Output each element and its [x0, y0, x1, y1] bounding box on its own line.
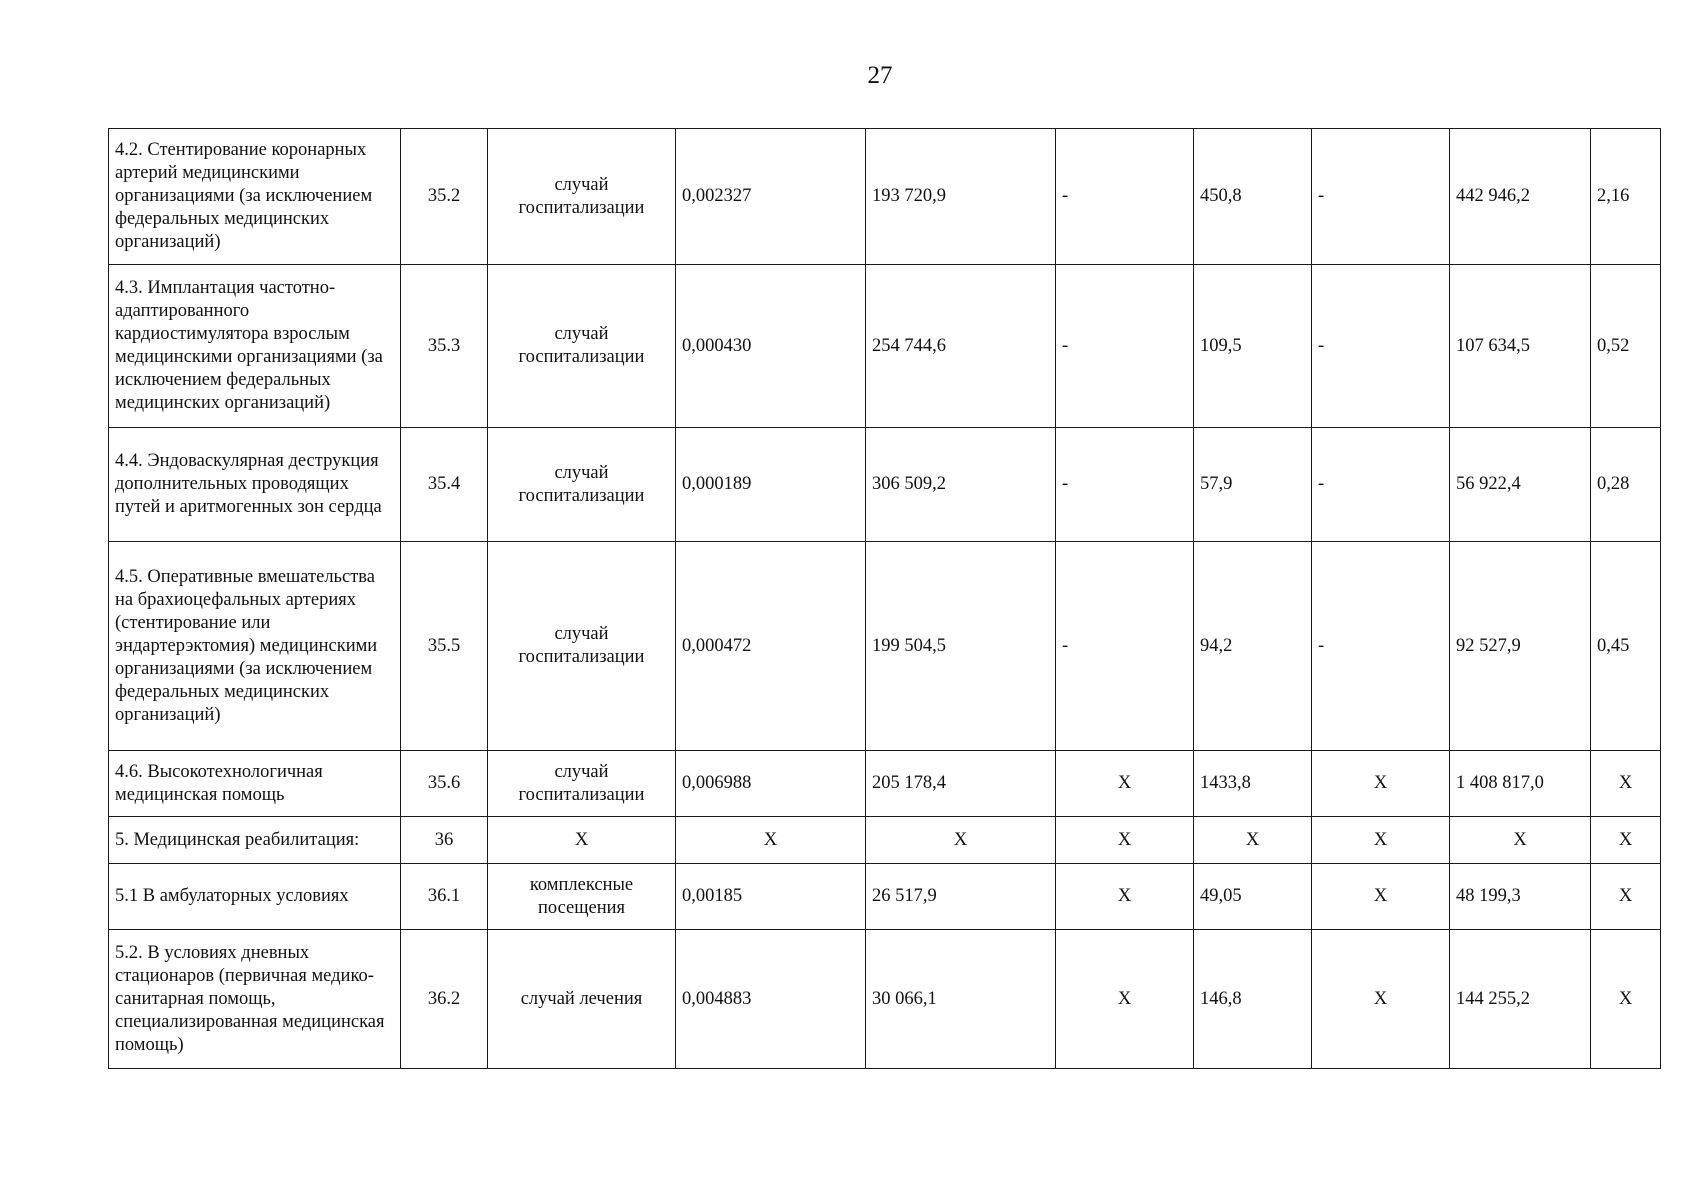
value-cell-9: 442 946,2	[1450, 129, 1591, 265]
row-name-cell: 4.5. Оперативные вмешательства на брахиоцефальных артериях (стентирование или эндартерэктомия) медицинскими организациями (за исключением федеральных медицинских организаций)	[109, 542, 401, 751]
value-cell-4: 0,006988	[676, 751, 866, 817]
table-row	[109, 542, 1661, 751]
value-cell-8: -	[1312, 428, 1450, 542]
value-cell-9: 1 408 817,0	[1450, 751, 1591, 817]
table-row	[109, 930, 1661, 1069]
unit-cell: X	[488, 817, 676, 864]
row-name-cell: 4.4. Эндоваскулярная деструкция дополнительных проводящих путей и аритмогенных зон сердца	[109, 428, 401, 542]
value-cell-7: 146,8	[1194, 930, 1312, 1069]
unit-cell: случай лечения	[488, 930, 676, 1069]
data-table	[108, 128, 1661, 1069]
value-cell-9: 92 527,9	[1450, 542, 1591, 751]
unit-cell: комплексные посещения	[488, 864, 676, 930]
row-name-cell: 4.6. Высокотехнологичная медицинская помощь	[109, 751, 401, 817]
row-number-cell: 35.5	[401, 542, 488, 751]
value-cell-6: -	[1056, 265, 1194, 428]
row-number-cell: 36.1	[401, 864, 488, 930]
value-cell-4: 0,002327	[676, 129, 866, 265]
table-row	[109, 428, 1661, 542]
table-row	[109, 817, 1661, 864]
value-cell-7: 94,2	[1194, 542, 1312, 751]
unit-cell: случай госпитализации	[488, 751, 676, 817]
value-cell-7: X	[1194, 817, 1312, 864]
value-cell-4: 0,004883	[676, 930, 866, 1069]
value-cell-4: X	[676, 817, 866, 864]
value-cell-10: X	[1591, 864, 1661, 930]
value-cell-7: 49,05	[1194, 864, 1312, 930]
value-cell-10: 2,16	[1591, 129, 1661, 265]
value-cell-9: 56 922,4	[1450, 428, 1591, 542]
row-name-cell: 4.2. Стентирование коронарных артерий медицинскими организациями (за исключением федеральных медицинских организаций)	[109, 129, 401, 265]
value-cell-9: 144 255,2	[1450, 930, 1591, 1069]
value-cell-9: X	[1450, 817, 1591, 864]
row-number-cell: 36	[401, 817, 488, 864]
value-cell-7: 109,5	[1194, 265, 1312, 428]
table-row	[109, 129, 1661, 265]
value-cell-5: 254 744,6	[866, 265, 1056, 428]
value-cell-6: X	[1056, 864, 1194, 930]
value-cell-10: X	[1591, 751, 1661, 817]
unit-cell: случай госпитализации	[488, 542, 676, 751]
value-cell-10: X	[1591, 930, 1661, 1069]
value-cell-10: 0,52	[1591, 265, 1661, 428]
value-cell-5: 26 517,9	[866, 864, 1056, 930]
value-cell-4: 0,000472	[676, 542, 866, 751]
value-cell-7: 450,8	[1194, 129, 1312, 265]
unit-cell: случай госпитализации	[488, 265, 676, 428]
row-number-cell: 35.3	[401, 265, 488, 428]
row-number-cell: 36.2	[401, 930, 488, 1069]
value-cell-5: X	[866, 817, 1056, 864]
value-cell-10: 0,28	[1591, 428, 1661, 542]
value-cell-10: 0,45	[1591, 542, 1661, 751]
unit-cell: случай госпитализации	[488, 428, 676, 542]
value-cell-6: -	[1056, 542, 1194, 751]
value-cell-6: X	[1056, 751, 1194, 817]
value-cell-8: -	[1312, 542, 1450, 751]
table-row	[109, 265, 1661, 428]
row-name-cell: 5.2. В условиях дневных стационаров (первичная медико-санитарная помощь, специализированная медицинская помощь)	[109, 930, 401, 1069]
row-number-cell: 35.4	[401, 428, 488, 542]
value-cell-8: -	[1312, 265, 1450, 428]
table-row	[109, 751, 1661, 817]
value-cell-5: 306 509,2	[866, 428, 1056, 542]
value-cell-5: 205 178,4	[866, 751, 1056, 817]
value-cell-6: X	[1056, 817, 1194, 864]
value-cell-4: 0,00185	[676, 864, 866, 930]
row-number-cell: 35.2	[401, 129, 488, 265]
value-cell-7: 1433,8	[1194, 751, 1312, 817]
value-cell-8: X	[1312, 930, 1450, 1069]
value-cell-5: 193 720,9	[866, 129, 1056, 265]
table-row	[109, 864, 1661, 930]
page-number: 27	[867, 62, 893, 89]
row-name-cell: 5. Медицинская реабилитация:	[109, 817, 401, 864]
value-cell-10: X	[1591, 817, 1661, 864]
value-cell-8: -	[1312, 129, 1450, 265]
value-cell-5: 30 066,1	[866, 930, 1056, 1069]
value-cell-9: 107 634,5	[1450, 265, 1591, 428]
value-cell-5: 199 504,5	[866, 542, 1056, 751]
value-cell-9: 48 199,3	[1450, 864, 1591, 930]
unit-cell: случай госпитализации	[488, 129, 676, 265]
row-number-cell: 35.6	[401, 751, 488, 817]
row-name-cell: 5.1 В амбулаторных условиях	[109, 864, 401, 930]
value-cell-6: -	[1056, 129, 1194, 265]
row-name-cell: 4.3. Имплантация частотно-адаптированного кардиостимулятора взрослым медицинскими организациями (за исключением федеральных медицинских организаций)	[109, 265, 401, 428]
value-cell-8: X	[1312, 864, 1450, 930]
value-cell-4: 0,000430	[676, 265, 866, 428]
value-cell-8: X	[1312, 817, 1450, 864]
value-cell-8: X	[1312, 751, 1450, 817]
value-cell-7: 57,9	[1194, 428, 1312, 542]
value-cell-6: X	[1056, 930, 1194, 1069]
value-cell-6: -	[1056, 428, 1194, 542]
value-cell-4: 0,000189	[676, 428, 866, 542]
